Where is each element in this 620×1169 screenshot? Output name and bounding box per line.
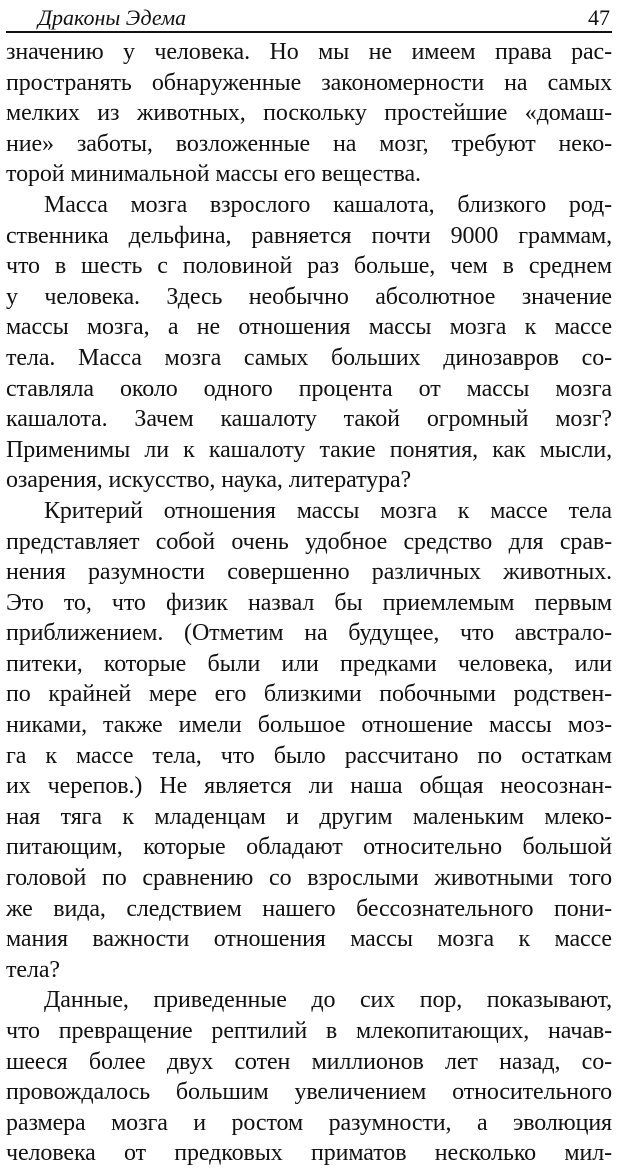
text-line: га к массе тела, что было рассчитано по остаткам <box>6 742 612 769</box>
text-line: Данные, приведенные до сих пор, показывают, <box>44 987 612 1014</box>
text-line: питающим, которые обладают относительно большой <box>6 834 612 861</box>
text-line: озарения, искусство, наука, литература? <box>6 467 412 494</box>
text-line: человека от предковых приматов несколько мил- <box>6 1140 612 1167</box>
text-line: представляет собой очень удобное средство для срав- <box>6 528 612 555</box>
text-line: же вида, следствием нашего бессознательного пони- <box>6 895 612 922</box>
text-line: значению у человека. Но мы не имеем права рас- <box>6 39 612 65</box>
text-line: питеки, которые были или предками человека, или <box>6 650 612 677</box>
text-line: ставляла около одного процента от массы мозга <box>6 375 612 402</box>
text-line: нения разумности совершенно различных животных. <box>6 559 612 586</box>
paragraph <box>6 37 612 190</box>
text-line: шееся более двух сотен миллионов лет назад, со- <box>6 1048 612 1075</box>
text-line: Применимы ли к кашалоту такие понятия, как мысли, <box>6 436 612 463</box>
text-line: размера мозга и ростом разумности, а эволюция <box>6 1109 612 1136</box>
text-line: мелких из животных, поскольку простейшие «домаш- <box>6 100 612 127</box>
text-line: массы мозга, а не отношения массы мозга к массе <box>6 314 612 341</box>
body-text <box>6 37 612 1169</box>
text-line: что превращение рептилий в млекопитающих, начав- <box>6 1018 612 1044</box>
header-rule <box>6 31 612 33</box>
text-line: тела? <box>6 956 60 983</box>
text-line: их черепов.) Не является ли наша общая неосознан- <box>6 773 612 800</box>
text-line: пространять обнаруженные закономерности на самых <box>6 69 612 96</box>
text-line: приближением. (Отметим на будущее, что австрало- <box>6 620 612 647</box>
text-line: головой по сравнению со взрослыми животными того <box>6 865 612 892</box>
page-number: 47 <box>588 5 610 30</box>
text-line: у человека. Здесь необычно абсолютное значение <box>6 283 612 310</box>
text-line: торой минимальной массы его вещества. <box>6 161 421 188</box>
paragraph <box>6 985 612 1169</box>
text-line: Это то, что физик назвал бы приемлемым первым <box>6 589 612 616</box>
paragraph <box>6 496 612 986</box>
text-line: ние» заботы, возложенные на мозг, требуют неко- <box>6 130 612 157</box>
text-line: тела. Масса мозга самых больших динозавров со- <box>6 344 612 371</box>
text-line: кашалота. Зачем кашалоту такой огромный мозг? <box>6 406 612 433</box>
text-line: что в шесть с половиной раз больше, чем в среднем <box>6 253 612 280</box>
running-title: Драконы Эдема <box>38 5 187 30</box>
text-line: ственника дельфина, равняется почти 9000 граммам, <box>6 222 612 249</box>
text-line: никами, также имели большое отношение массы моз- <box>6 712 612 739</box>
text-line: Критерий отношения массы мозга к массе тела <box>44 497 612 524</box>
running-head <box>6 0 612 30</box>
text-line: мания важности отношения массы мозга к массе <box>6 926 612 953</box>
text-line: ная тяга к младенцам и другим маленьким млеко- <box>6 803 612 830</box>
paragraph <box>6 190 612 496</box>
text-line: Масса мозга взрослого кашалота, близкого род- <box>44 191 612 218</box>
text-line: провождалось большим увеличением относительного <box>6 1079 612 1106</box>
text-line: по крайней мере его близкими побочными родствен- <box>6 681 612 708</box>
